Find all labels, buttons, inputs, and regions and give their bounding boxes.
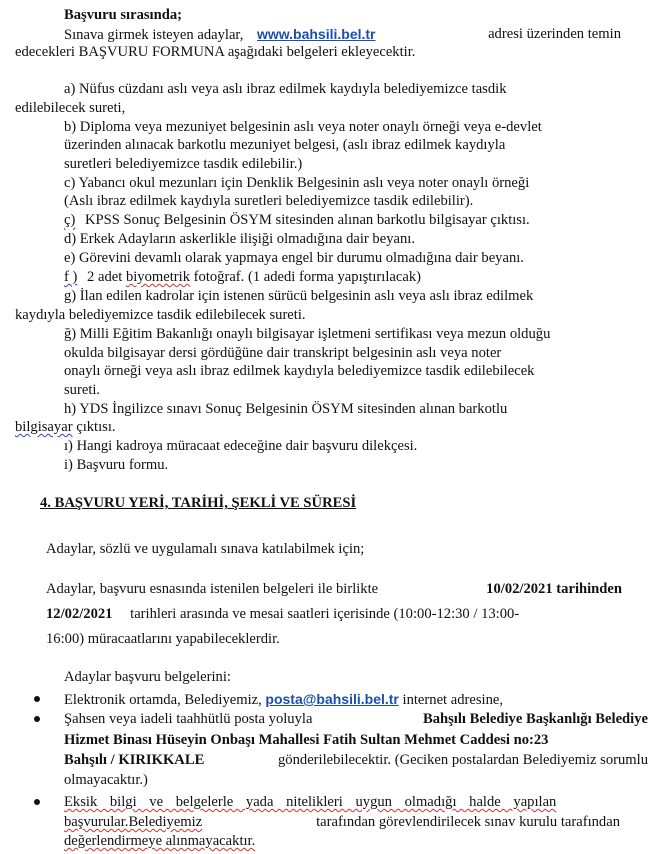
bullet-2-line-2: Hizmet Binası Hüseyin Onbaşı Mahallesi Fatih Sultan Mehmet Caddesi no:23 xyxy=(64,732,549,748)
paragraph-2-line-3: 16:00) müracaatlarını yapabileceklerdir. xyxy=(46,631,280,647)
section-4-heading: 4. BAŞVURU YERİ, TARİHİ, ŞEKLİ VE SÜRESİ xyxy=(40,495,357,511)
item-h-line-1: h) YDS İngilizce sınavı Sonuç Belgesinin ÖSYM sitesinden alınan barkotlu xyxy=(64,401,508,417)
bullet-3 xyxy=(34,799,40,805)
bullet-1 xyxy=(34,696,40,702)
paragraph-3: Adaylar başvuru belgelerini: xyxy=(64,669,231,685)
item-b-line-1: b) Diploma veya mezuniyet belgesinin aslı veya noter onaylı örneği veya e-devlet xyxy=(64,119,542,135)
paragraph-2-line-1: Adaylar, başvuru esnasında istenilen belgeleri ile birlikte 10/02/2021 tarihinden xyxy=(46,581,622,597)
item-h-line-2: bilgisayar çıktısı. xyxy=(15,419,116,435)
item-c-line-2: (Aslı ibraz edilmek kaydıyla suretleri belediyemizce tasdik edilebilir). xyxy=(64,193,474,209)
item-gg-line-3: onaylı örneği veya aslı ibraz edilmek kaydıyla belediyemizce tasdik edilebilecek xyxy=(64,363,535,379)
item-gg-line-1: ğ) Milli Eğitim Bakanlığı onaylı bilgisayar işletmeni sertifikası veya mezun olduğu xyxy=(64,326,551,342)
email-link[interactable]: posta@bahsili.bel.tr xyxy=(265,691,399,707)
intro-line-2: edecekleri BAŞVURU FORMUNA aşağıdaki belgeleri ekleyecektir. xyxy=(15,44,416,60)
item-g-line-2: kaydıyla belediyemizce tasdik edilebilecek sureti. xyxy=(15,307,306,323)
bullet-2-line-4: olmayacaktır.) xyxy=(64,772,148,788)
bullet-2-line-3: Bahşılı / KIRIKKALE gönderilebilecektir. (Geciken postalardan Belediyemiz sorumlu xyxy=(64,752,648,768)
intro-line-1: Sınava girmek isteyen adaylar, www.bahsili.bel.tr adresi üzerinden temin xyxy=(64,26,621,43)
item-gg-line-2: okulda bilgisayar dersi gördüğüne dair transkript belgesinin aslı veya noter xyxy=(64,345,502,361)
item-f: f ) 2 adet biyometrik fotoğraf. (1 adedi forma yapıştırılacak) xyxy=(64,269,421,285)
item-i2: i) Başvuru formu. xyxy=(64,457,169,473)
website-link[interactable]: www.bahsili.bel.tr xyxy=(257,26,376,42)
bullet-2 xyxy=(34,716,40,722)
item-a-line-2: edilebilecek sureti, xyxy=(15,100,126,116)
item-b-line-2: üzerinden alınacak barkotlu mezuniyet belgesi, (aslı ibraz edilmek kaydıyla xyxy=(64,137,506,153)
item-i1: ı) Hangi kadroya müracaat edeceğine dair başvuru dilekçesi. xyxy=(64,438,418,454)
bullet-3-line-3: değerlendirmeye alınmayacaktır. xyxy=(64,833,256,849)
heading: Başvuru sırasında; xyxy=(64,7,182,23)
bullet-3-line-2: başvurular.Belediyemiz tarafından görevlendirilecek sınav kurulu tarafından xyxy=(64,814,620,830)
bullet-2-line-1: Şahsen veya iadeli taahhütlü posta yoluyla Bahşılı Belediye Başkanlığı Belediye xyxy=(64,711,648,727)
item-gg-line-4: sureti. xyxy=(64,382,101,398)
item-c-line-1: c) Yabancı okul mezunları için Denklik Belgesinin aslı veya noter onaylı örneği xyxy=(64,175,530,191)
bullet-3-line-1: Eksik bilgi ve belgelerle yada nitelikleri uygun olmadığı halde yapılan xyxy=(64,794,557,810)
item-a-line-1: a) Nüfus cüzdanı aslı veya aslı ibraz edilmek kaydıyla belediyemizce tasdik xyxy=(64,81,507,97)
item-g-line-1: g) İlan edilen kadrolar için istenen sürücü belgesinin aslı veya aslı ibraz edilmek xyxy=(64,288,534,304)
paragraph-2-line-2: 12/02/2021 tarihleri arasında ve mesai saatleri içerisinde (10:00-12:30 / 13:00- xyxy=(46,606,520,622)
item-b-line-3: suretleri belediyemizce tasdik edilebilir.) xyxy=(64,156,303,172)
item-d: d) Erkek Adayların askerlikle ilişiği olmadığına dair beyanı. xyxy=(64,231,415,247)
item-c2: ç) KPSS Sonuç Belgesinin ÖSYM sitesinden alınan barkotlu bilgisayar çıktısı. xyxy=(64,212,530,228)
paragraph-1: Adaylar, sözlü ve uygulamalı sınava katılabilmek için; xyxy=(46,541,365,557)
bullet-1-text: Elektronik ortamda, Belediyemiz, posta@bahsili.bel.tr internet adresine, xyxy=(64,691,504,708)
item-e: e) Görevini devamlı olarak yapmaya engel bir durumu olmadığına dair beyanı. xyxy=(64,250,524,266)
